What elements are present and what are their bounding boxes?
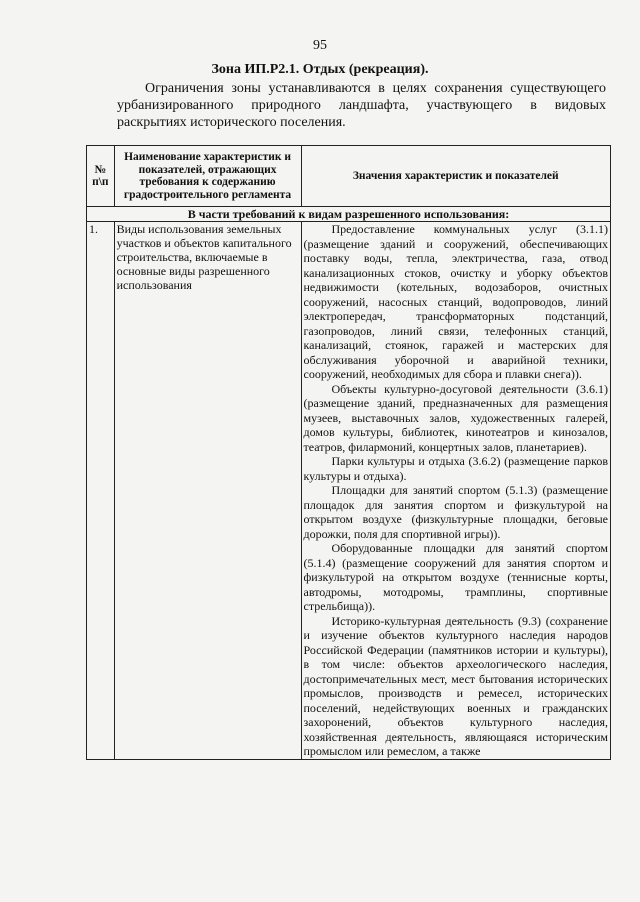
value-paragraph: Площадки для занятий спортом (5.1.3) (размещение площадок для занятия спортом и физкультурой на открытом воздухе (физкультурные площадки, беговые дорожки, поля для спортивной игры)). xyxy=(303,483,608,541)
zone-title: Зона ИП.Р2.1. Отдых (рекреация). xyxy=(211,62,429,77)
table-header-row xyxy=(87,146,611,207)
section-title: В части требований к видам разрешенного использования: xyxy=(87,207,611,222)
value-paragraph: Предоставление коммунальных услуг (3.1.1) (размещение зданий и сооружений, обеспечивающих поставку воды, тепла, электричества, газа, отвод канализационных стоков, очистку и уборку объектов недвижимости (котельных, водозаборов, очистных сооружений, насосных станций, водопроводов, линий электропередач, трансформаторных подстанций, газопроводов, линий связи, телефонных станций, канализаций, стоянок, гаражей и мастерских для обслуживания уборочной и аварийной техники, сооружений, необходимых для сбора и плавки снега)). xyxy=(303,222,608,381)
row-number: 1. xyxy=(87,222,115,760)
table-row xyxy=(87,222,611,760)
value-paragraph: Парки культуры и отдыха (3.6.2) (размещение парков культуры и отдыха). xyxy=(303,454,608,483)
value-paragraph: Объекты культурно-досуговой деятельности (3.6.1) (размещение зданий, предназначенных для размещения музеев, выставочных залов, художественных галерей, домов культуры, библиотек, кинотеатров и кинозалов, театров, филармоний, концертных залов, планетариев). xyxy=(303,381,608,454)
row-name: Виды использования земельных участков и объектов капитального строительства, включаемые в основные виды разрешенного использования xyxy=(114,222,301,760)
header-values: Значения характеристик и показателей xyxy=(301,146,611,207)
row-values xyxy=(301,222,611,760)
header-name: Наименование характеристик и показателей, отражающих требования к содержанию градостроительного регламента xyxy=(114,146,301,207)
regulation-table xyxy=(86,145,611,760)
value-paragraph: Оборудованные площадки для занятий спортом (5.1.4) (размещение сооружений для занятия спортом и физкультурой на открытом воздухе (теннисные корты, автодромы, мотодромы, трамплины, спортивные стрельбища)). xyxy=(303,541,608,613)
header-num: № п\п xyxy=(87,146,115,207)
intro-paragraph: Ограничения зоны устанавливаются в целях сохранения существующего урбанизированного природного ландшафта, участвующего в видовых раскрытиях исторического поселения. xyxy=(117,81,606,130)
value-paragraph: Историко-культурная деятельность (9.3) (сохранение и изучение объектов культурного наследия народов Российской Федерации (памятников истории и культуры), в том числе: объектов археологического наследия, достопримечательных мест, мест бытования исторических промыслов, производств и ремесел, исторических поселений, недействующих военных и гражданских захоронений, объектов культурного наследия, хозяйственная деятельность, являющаяся историческим промыслом или ремеслом, а также xyxy=(303,613,608,758)
page-number: 95 xyxy=(313,38,327,53)
section-row xyxy=(87,207,611,222)
